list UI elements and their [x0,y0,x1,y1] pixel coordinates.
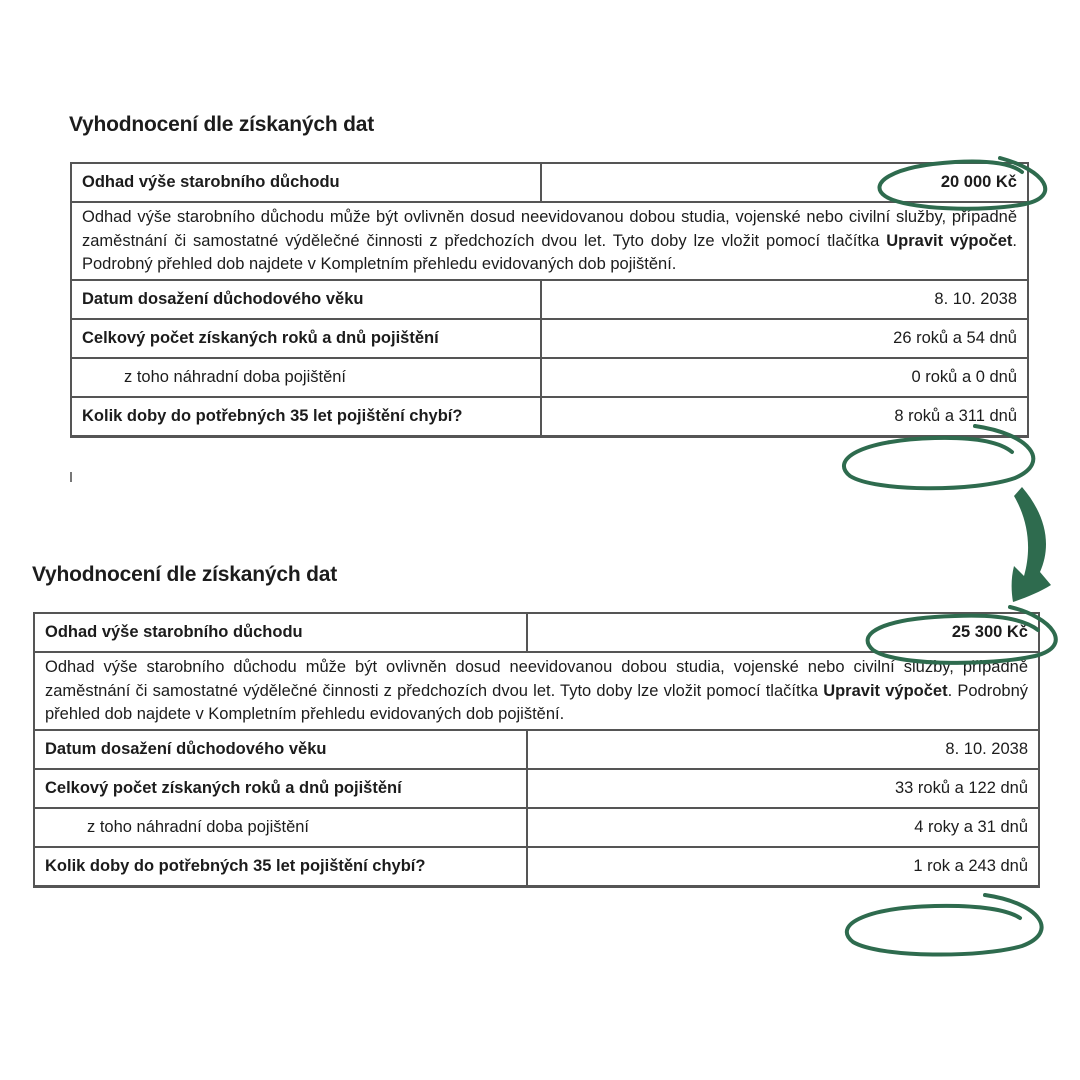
pension-estimate-value: 20 000 Kč [541,163,1028,202]
substitute-period-value: 0 roků a 0 dnů [541,358,1028,397]
table-row-pension-estimate [34,613,1039,652]
retirement-date-value: 8. 10. 2038 [541,280,1028,319]
missing-time-label: Kolik doby do potřebných 35 let pojištění chybí? [71,397,541,437]
table-row [71,358,1028,397]
edit-calculation-reference: Upravit výpočet [886,231,1013,250]
table-row [71,319,1028,358]
missing-time-value: 8 roků a 311 dnů [541,397,1028,437]
note-text-2: . Podrobný přehled dob najdete v Kompletním přehledu evidovaných dob pojištění. [45,681,1028,723]
table-row [34,730,1039,769]
after-heading: Vyhodnocení dle získaných dat [32,563,337,586]
before-evaluation-table [70,162,1029,438]
pension-estimate-label: Odhad výše starobního důchodu [34,613,527,652]
estimate-note [34,652,1039,730]
table-row [34,769,1039,808]
before-heading: Vyhodnocení dle získaných dat [69,113,374,136]
table-row-pension-estimate [71,163,1028,202]
note-text-1: Odhad výše starobního důchodu může být ovlivněn dosud neevidovanou dobou studia, vojenské nebo civilní služby, případně zaměstnání či samostatné výdělečné činnosti z předchozích dvou let. Tyto doby lze vložit pomocí tlačítka [82,208,1017,250]
substitute-period-value: 4 roky a 31 dnů [527,808,1039,847]
retirement-date-label: Datum dosažení důchodového věku [71,280,541,319]
retirement-date-label: Datum dosažení důchodového věku [34,730,527,769]
table-row [71,280,1028,319]
after-evaluation-table [33,612,1040,888]
arrow-down-icon [1012,487,1051,602]
edit-calculation-reference: Upravit výpočet [823,681,948,700]
total-insurance-value: 26 roků a 54 dnů [541,319,1028,358]
total-insurance-label: Celkový počet získaných roků a dnů pojištění [71,319,541,358]
pension-estimate-value: 25 300 Kč [527,613,1039,652]
substitute-period-label: z toho náhradní doba pojištění [71,358,541,397]
table-row [71,397,1028,437]
table-row [34,847,1039,887]
total-insurance-label: Celkový počet získaných roků a dnů pojištění [34,769,527,808]
table-row [34,808,1039,847]
retirement-date-value: 8. 10. 2038 [527,730,1039,769]
highlight-circle-after-missing [847,895,1042,955]
total-insurance-value: 33 roků a 122 dnů [527,769,1039,808]
missing-time-label: Kolik doby do potřebných 35 let pojištění chybí? [34,847,527,887]
substitute-period-label: z toho náhradní doba pojištění [34,808,527,847]
table-row-note [71,202,1028,280]
pension-estimate-label: Odhad výše starobního důchodu [71,163,541,202]
note-text-2: . Podrobný přehled dob najdete v Kompletním přehledu evidovaných dob pojištění. [82,231,1017,273]
missing-time-value: 1 rok a 243 dnů [527,847,1039,887]
table-row-note [34,652,1039,730]
table-continuation-line [70,472,72,482]
note-text-1: Odhad výše starobního důchodu může být ovlivněn dosud neevidovanou dobou studia, vojenské nebo civilní služby, případně zaměstnání či samostatné výdělečné činnosti z předchozích dvou let. Tyto doby lze vložit pomocí tlačítka [45,658,1028,700]
estimate-note [71,202,1028,280]
